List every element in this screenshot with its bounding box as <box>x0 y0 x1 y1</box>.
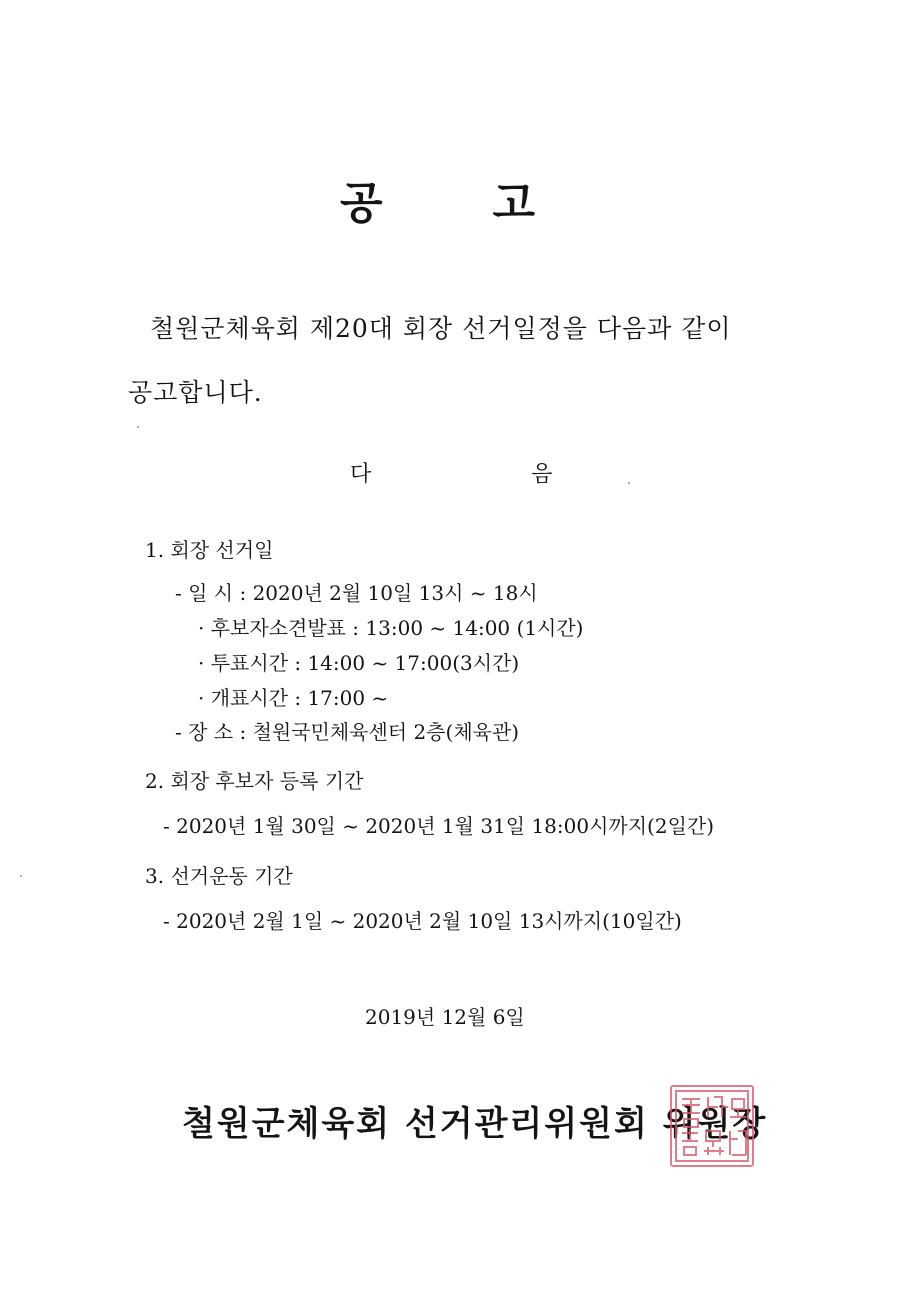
counting-time-line: · 개표시간 : 17:00 ~ <box>198 686 389 710</box>
section-3-heading: 3. 선거운동 기간 <box>145 864 293 888</box>
official-seal-icon <box>668 1083 756 1169</box>
venue-line: - 장 소 : 철원국민체육센터 2층(체육관) <box>175 720 520 744</box>
scan-speck <box>628 482 630 484</box>
heading-char-right: 음 <box>531 462 553 487</box>
title-char-right: 고 <box>492 178 536 229</box>
registration-period-line: - 2020년 1월 30일 ~ 2020년 1월 31일 18:00시까지(2일간) <box>163 814 715 838</box>
details-heading <box>350 464 553 486</box>
scan-speck <box>20 875 22 877</box>
section-1-heading: 1. 회장 선거일 <box>145 538 274 562</box>
notice-date: 2019년 12월 6일 <box>365 1005 525 1029</box>
intro-line-2: 공고합니다. <box>128 378 263 407</box>
notice-title <box>340 178 536 229</box>
election-datetime-line: - 일 시 : 2020년 2월 10일 13시 ~ 18시 <box>175 581 538 605</box>
candidate-speech-line: · 후보자소견발표 : 13:00 ~ 14:00 (1시간) <box>198 616 584 640</box>
campaign-period-line: - 2020년 2월 1일 ~ 2020년 2월 10일 13시까지(10일간) <box>163 909 682 933</box>
section-2-heading: 2. 회장 후보자 등록 기간 <box>145 769 364 793</box>
heading-char-left: 다 <box>350 462 372 487</box>
scan-speck <box>137 426 139 428</box>
title-char-left: 공 <box>340 178 383 229</box>
intro-line-1: 철원군체육회 제20대 회장 선거일정을 다음과 같이 <box>150 314 732 343</box>
signature-line: 철원군체육회 선거관리위원회 위원장 <box>182 1104 768 1144</box>
voting-time-line: · 투표시간 : 14:00 ~ 17:00(3시간) <box>198 651 520 675</box>
